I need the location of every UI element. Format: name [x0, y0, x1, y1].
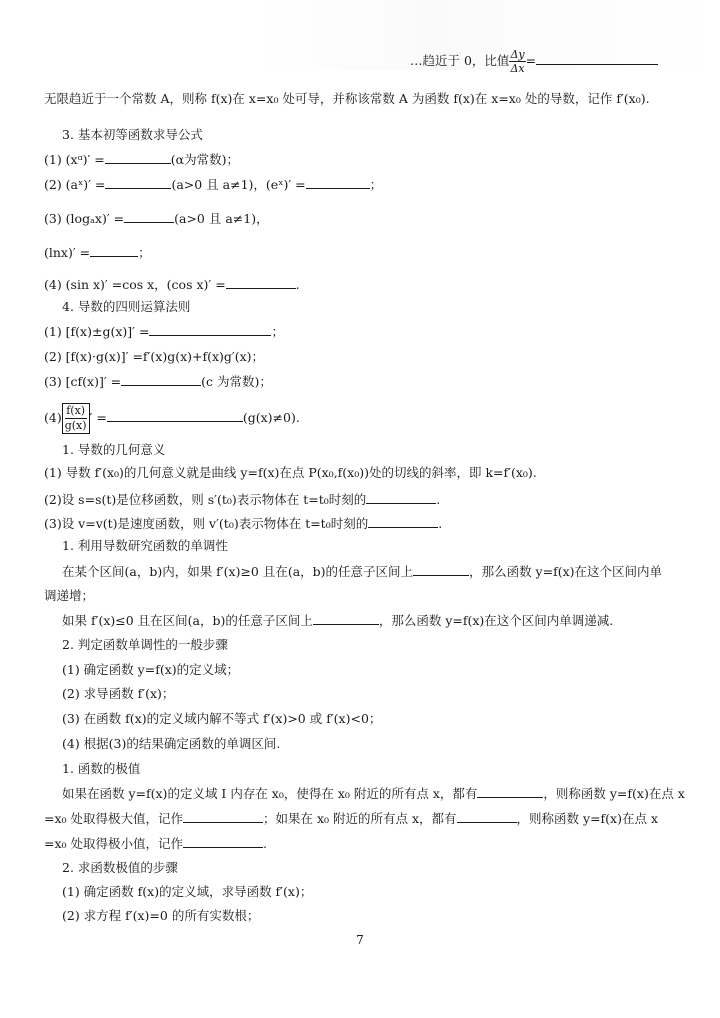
fill-blank	[368, 514, 438, 528]
line-text: 4. 导数的四则运算法则	[62, 299, 191, 314]
line-text: .	[295, 277, 300, 292]
line-text: (3) (logₐx)′ =	[44, 211, 125, 226]
frac-numerator: Δy	[510, 48, 525, 61]
text-line	[44, 243, 680, 262]
text-line	[62, 685, 680, 703]
text-line	[44, 275, 680, 294]
text-line	[62, 562, 680, 581]
line-text: (lnx)′ =	[44, 245, 91, 260]
text-line	[62, 735, 680, 753]
fill-blank	[313, 611, 379, 625]
fill-blank	[149, 322, 271, 336]
header-equals: =	[525, 53, 537, 68]
line-text: .	[263, 836, 267, 851]
line-text: (c 为常数)；	[201, 374, 272, 389]
text-line	[44, 464, 680, 482]
fill-blank	[306, 175, 370, 189]
line-text: (4) (sin x)′ =cos x，(cos x)′ =	[44, 277, 226, 292]
text-line	[44, 348, 680, 366]
line-text: (g(x)≠0).	[242, 410, 300, 425]
text-line	[44, 514, 680, 533]
frac-denominator: g(x)	[64, 419, 87, 432]
line-text: (1) 确定函数 y=f(x)的定义域；	[62, 662, 240, 677]
text-line	[62, 661, 680, 679]
line-text: .	[436, 492, 441, 507]
fill-blank	[183, 834, 263, 848]
fill-blank	[105, 175, 171, 189]
line-text: 在某个区间(a，b)内，如果 f′(x)≥0 且在(a，b)的任意子区间上	[62, 564, 414, 579]
line-text: 1. 导数的几何意义	[62, 442, 166, 457]
line-text: ′ =	[89, 410, 107, 425]
line-text: ；	[138, 245, 151, 260]
line-text: 无限趋近于一个常数 A，则称 f(x)在 x=x₀ 处可导，并称该常数 A 为函数 f(x)在 x=x₀ 处的导数，记作 f′(x₀).	[44, 91, 650, 106]
text-line	[44, 809, 680, 828]
line-text: (2)设 s=s(t)是位移函数，则 s′(t₀)表示物体在 t=t₀时刻的	[44, 492, 367, 507]
line-text: (1) 导数 f′(x₀)的几何意义就是曲线 y=f(x)在点 P(x₀,f(x₀))处的切线的斜率，即 k=f′(x₀).	[44, 465, 537, 480]
quotient-fraction	[62, 403, 90, 434]
fill-blank	[477, 784, 543, 798]
line-text: (4) 根据(3)的结果确定函数的单调区间.	[62, 736, 281, 751]
line-text: (3) 在函数 f(x)的定义域内解不等式 f′(x)>0 或 f′(x)<0；	[62, 711, 382, 726]
fill-blank	[183, 809, 263, 823]
header-text: …趋近于 0，比值	[410, 53, 510, 68]
text-line	[44, 322, 680, 341]
frac-denominator: Δx	[510, 62, 525, 75]
fill-blank	[226, 275, 296, 289]
text-line	[44, 372, 680, 391]
line-text: =x₀ 处取得极大值，记作	[44, 811, 184, 826]
line-text: 1. 利用导数研究函数的单调性	[62, 538, 228, 553]
line-text: ，则称函数 y=f(x)在点 x	[543, 786, 685, 801]
line-text: 如果在函数 y=f(x)的定义域 I 内存在 x₀，使得在 x₀ 附近的所有点 x，都有	[62, 786, 478, 801]
line-text: 如果 f′(x)≤0 且在区间(a，b)的任意子区间上	[62, 613, 313, 628]
line-text: (1) [f(x)±g(x)]′ =	[44, 324, 150, 339]
fill-blank	[107, 408, 243, 422]
line-text: ；	[369, 177, 383, 192]
line-text: ，那么函数 y=f(x)在这个区间内单调递减.	[378, 613, 614, 628]
line-text: 2. 判定函数单调性的一般步骤	[62, 637, 228, 652]
section-heading	[62, 441, 680, 459]
line-text: 2. 求函数极值的步骤	[62, 860, 178, 875]
text-line	[44, 209, 680, 228]
line-text: ；	[271, 324, 284, 339]
text-line	[44, 587, 680, 605]
fill-blank	[366, 490, 436, 504]
text-line	[62, 883, 680, 901]
fill-blank	[124, 209, 174, 223]
line-text: .	[438, 516, 443, 531]
section-heading	[62, 298, 680, 316]
section-heading	[62, 126, 680, 144]
line-text: (1) (xᵅ)′ =	[44, 152, 105, 167]
page-number: 7	[356, 933, 364, 947]
line-text: (2) (aˣ)′ =	[44, 177, 106, 192]
line-text: (a>0 且 a≠1)，(eˣ)′ =	[171, 177, 306, 192]
line-text: 调递增；	[44, 588, 95, 603]
line-text: 3. 基本初等函数求导公式	[62, 127, 203, 142]
section-heading	[62, 636, 680, 654]
text-line	[62, 784, 685, 803]
fill-blank	[413, 562, 469, 576]
section-heading	[62, 859, 680, 877]
line-text: ，那么函数 y=f(x)在这个区间内单	[469, 564, 663, 579]
text-line	[44, 398, 680, 438]
line-text: (3)设 v=v(t)是速度函数，则 v′(t₀)表示物体在 t=t₀时刻的	[44, 516, 369, 531]
fill-blank	[121, 372, 201, 386]
line-text: (a>0 且 a≠1)，	[174, 211, 269, 226]
fill-blank	[536, 51, 658, 65]
line-text: (2) [f(x)·g(x)]′ =f′(x)g(x)+f(x)g′(x)；	[44, 349, 265, 364]
fill-blank	[105, 150, 171, 164]
line-text: ；如果在 x₀ 附近的所有点 x，都有	[263, 811, 457, 826]
fill-blank	[457, 809, 517, 823]
text-line	[62, 611, 680, 630]
line-text: (3) [cf(x)]′ =	[44, 374, 122, 389]
fill-blank	[90, 243, 138, 257]
text-line	[62, 710, 680, 728]
line-text: =x₀ 处取得极小值，记作	[44, 836, 184, 851]
line-text: (2) 求导函数 f′(x)；	[62, 686, 175, 701]
line-text: (α为常数)；	[170, 152, 239, 167]
line-text: ，则称函数 y=f(x)在点 x	[516, 811, 659, 826]
frac-numerator: f(x)	[66, 404, 86, 417]
text-line	[44, 150, 680, 169]
text-line	[62, 907, 680, 925]
line-text: (1) 确定函数 f(x)的定义域，求导函数 f′(x)；	[62, 884, 313, 899]
text-line	[44, 175, 680, 194]
header-line	[410, 48, 680, 75]
text-line	[44, 90, 680, 108]
section-heading	[62, 537, 680, 555]
line-text: (2) 求方程 f′(x)=0 的所有实数根；	[62, 908, 260, 923]
section-heading	[62, 760, 680, 778]
text-line	[44, 490, 680, 509]
text-line	[44, 834, 680, 853]
line-text: (4)	[44, 410, 62, 425]
delta-fraction	[509, 48, 525, 75]
line-text: 1. 函数的极值	[62, 761, 141, 776]
